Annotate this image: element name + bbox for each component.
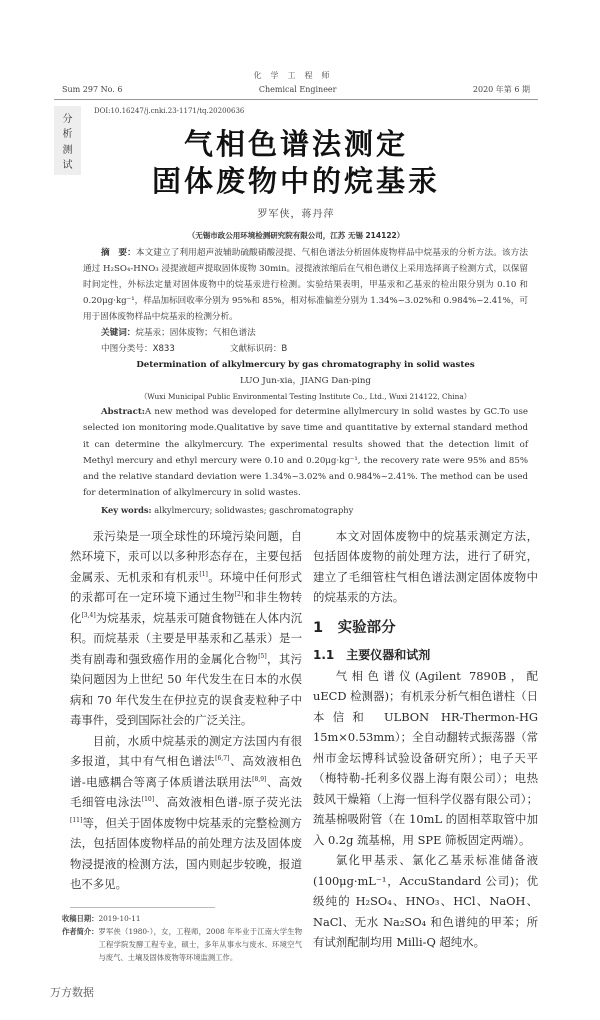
- keywords-cn: [83, 325, 528, 341]
- abstract-en-label: Abstract:: [101, 407, 145, 417]
- citation-marker: [3,4]: [81, 611, 96, 619]
- section-tag-char: 试: [62, 159, 73, 171]
- citation-marker: [2]: [234, 591, 244, 599]
- received-value: 2019-10-11: [98, 913, 141, 923]
- classification: [83, 341, 528, 357]
- title-block: [54, 106, 538, 200]
- clc-number: 中图分类号：X833: [101, 344, 175, 354]
- bio-text: 罗军侠（1980-），女，工程师，2008 年毕业于江南大学生物工程学院发酵工程专业，硕士，多年从事水与废水、环境空气与废气、土壤及固体废物等环境监测工作。: [98, 926, 302, 962]
- abstract-text: 本文建立了利用超声波辅助硫酸硝酸浸提、气相色谱法分析固体废物样品中烷基汞的分析方法。该方法通过 H₂SO₄-HNO₃ 浸提液超声提取固体废物 30min。浸提液浓缩后在气相色谱仪上采用选择离子检测方式，以保留时间定性，外标法定量对固体废物中的烷基汞进行检测。实验结果表明，甲基汞和乙基汞的检出限分别为 0.10 和 0.20μg·kg⁻¹，样品加标回收率分别为 95%和 85%，相对标准偏差分别为 1.34%~3.02%和 0.984%~2.41%，可用于固体废物样品中烷基汞的检测分析。: [83, 248, 528, 322]
- subsection-heading: 1.1 主要仪器和试剂: [313, 647, 431, 662]
- english-keywords: [83, 502, 528, 518]
- doc-code: 文献标识码：B: [229, 344, 288, 354]
- title-line-2: 固体废物中的烷基汞: [151, 164, 440, 198]
- section-tag-char: 分: [62, 114, 73, 126]
- keywords-en-text: alkylmercury; solidwastes; gaschromatography: [154, 504, 354, 515]
- section-tag-char: 测: [62, 144, 73, 156]
- section-heading: 1 实验部分: [313, 619, 396, 636]
- section-tag-char: 析: [62, 129, 73, 141]
- authors: 罗军侠，蒋丹萍: [257, 209, 335, 220]
- issue-date: 2020 年第 6 期: [472, 85, 530, 94]
- keywords-text: 烷基汞；固体废物；气相色谱法: [135, 328, 256, 338]
- body-left-column: [62, 526, 302, 964]
- english-authors: LUO Jun-xia，JIANG Dan-ping: [240, 376, 371, 386]
- running-header: [54, 82, 538, 99]
- author-bio: [62, 925, 302, 964]
- bio-label: 作者简介：: [62, 926, 99, 936]
- english-affiliation: （Wuxi Municipal Public Environmental Testing Institute Co., Ltd., Wuxi 214122, China）: [139, 392, 471, 401]
- citation-marker: [11]: [70, 816, 83, 824]
- doi: DOI:10.16247/j.cnki.23-1171/tq.20200636: [94, 107, 245, 115]
- abstract-en-text: A new method was developed for determine allylmercury in solid wastes by GC.To use selected ion monitoring mode.Qualitative by save time and quantitative by external standard method it can determine the alkylmercury. The experimental results showed that the detection limit of Methyl mercury and ethyl mercury were 0.10 and 0.20μg·kg⁻¹, the recovery rate were 95% and 85% and the relative standard deviation were 1.34%~3.02% and 0.984%~2.41%. The method can be used for determination of alkylmercury in solid wastes.: [83, 407, 528, 499]
- body-paragraph: 目前，水质中烷基汞的测定方法国内有很多报道，其中有气相色谱法[6,7]、高效液相色谱-电感耦合等离子体质谱法联用法[8,9]、高效毛细管电泳法[10]、高效液相色谱-原子荧光法[11]等，但关于固体废物中烷基汞的完整检测方法，包括固体废物样品的前处理方法及固体废物浸提液的检测方法，国内则起步较晚，报道也不多见。: [70, 733, 302, 892]
- abstract-cn: [83, 245, 528, 325]
- body-right-column: [313, 526, 538, 964]
- citation-marker: [10]: [141, 796, 155, 804]
- citation-marker: [6,7]: [215, 755, 230, 763]
- body-paragraph: 氯化甲基汞、氯化乙基汞标准储备液(100μg·mL⁻¹，AccuStandard 公司)；优级纯的 H₂SO₄、HNO₃、HCl、NaOH、NaCl、无水 Na₂SO₄ 和色谱纯的甲苯；所有试剂配制均用 Milli-Q 超纯水。: [313, 853, 538, 950]
- citation-marker: [8,9]: [252, 775, 267, 783]
- received-label: 收稿日期：: [62, 913, 99, 923]
- keywords-label: 关键词：: [101, 328, 136, 338]
- body-paragraph: 气相色谱仪(Agilent 7890B，配 uECD 检测器)；有机汞分析气相色谱柱（日本信和 ULBON HR-Thermon-HG 15m×0.53mm）；全自动翻转式振荡器（常州市金坛博科试验设备研究所）；电子天平（梅特勒-托利多仪器上海有限公司）；电热鼓风干燥箱（上海一恒科学仪器有限公司）；巯基棉吸附管（在 10mL 的固相萃取管中加入 0.2g 巯基棉，用 SPE 筛板固定两端）。: [313, 668, 538, 847]
- citation-marker: [5]: [258, 652, 267, 660]
- affiliation: （无锡市政公用环境检测研究院有限公司，江苏 无锡 214122）: [187, 231, 405, 240]
- header-rule: [54, 99, 538, 100]
- english-title: Determination of alkylmercury by gas chromatography in solid wastes: [136, 360, 475, 370]
- citation-marker: [1]: [199, 570, 208, 578]
- journal-name-cn: 化学工程师: [253, 71, 339, 80]
- footnote-rule: [70, 907, 215, 908]
- english-abstract: [83, 404, 528, 502]
- abstract-block: [83, 245, 528, 518]
- watermark: 万方数据: [50, 985, 94, 999]
- journal-name-en: Chemical Engineer: [258, 85, 337, 94]
- body-columns: [62, 526, 538, 964]
- issue-number: Sum 297 No. 6: [62, 85, 123, 94]
- received-date: [62, 912, 302, 925]
- keywords-en-label: Key words:: [101, 504, 152, 515]
- title-line-1: 气相色谱法测定: [183, 127, 408, 161]
- abstract-label: 摘 要：: [101, 248, 136, 258]
- body-paragraph: 本文对固体废物中的烷基汞测定方法，包括固体废物的前处理方法，进行了研究，建立了毛细管柱气相色谱法测定固体废物中的烷基汞的方法。: [313, 528, 538, 605]
- body-paragraph: 汞污染是一项全球性的环境污染问题，自然环境下，汞可以以多种形态存在，主要包括金属汞、无机汞和有机汞[1]。环境中任何形式的汞都可在一定环境下通过生物[2]和非生物转化[3,4]为烷基汞，烷基汞可随食物链在人体内沉积。而烷基汞（主要是甲基汞和乙基汞）是一类有剧毒和强致癌作用的金属化合物[5]，其污染问题因为上世纪 50 年代发生在日本的水俣病和 70 年代发生在伊拉克的误食麦粒种子中毒事件，受到国际社会的广泛关注。: [70, 528, 302, 728]
